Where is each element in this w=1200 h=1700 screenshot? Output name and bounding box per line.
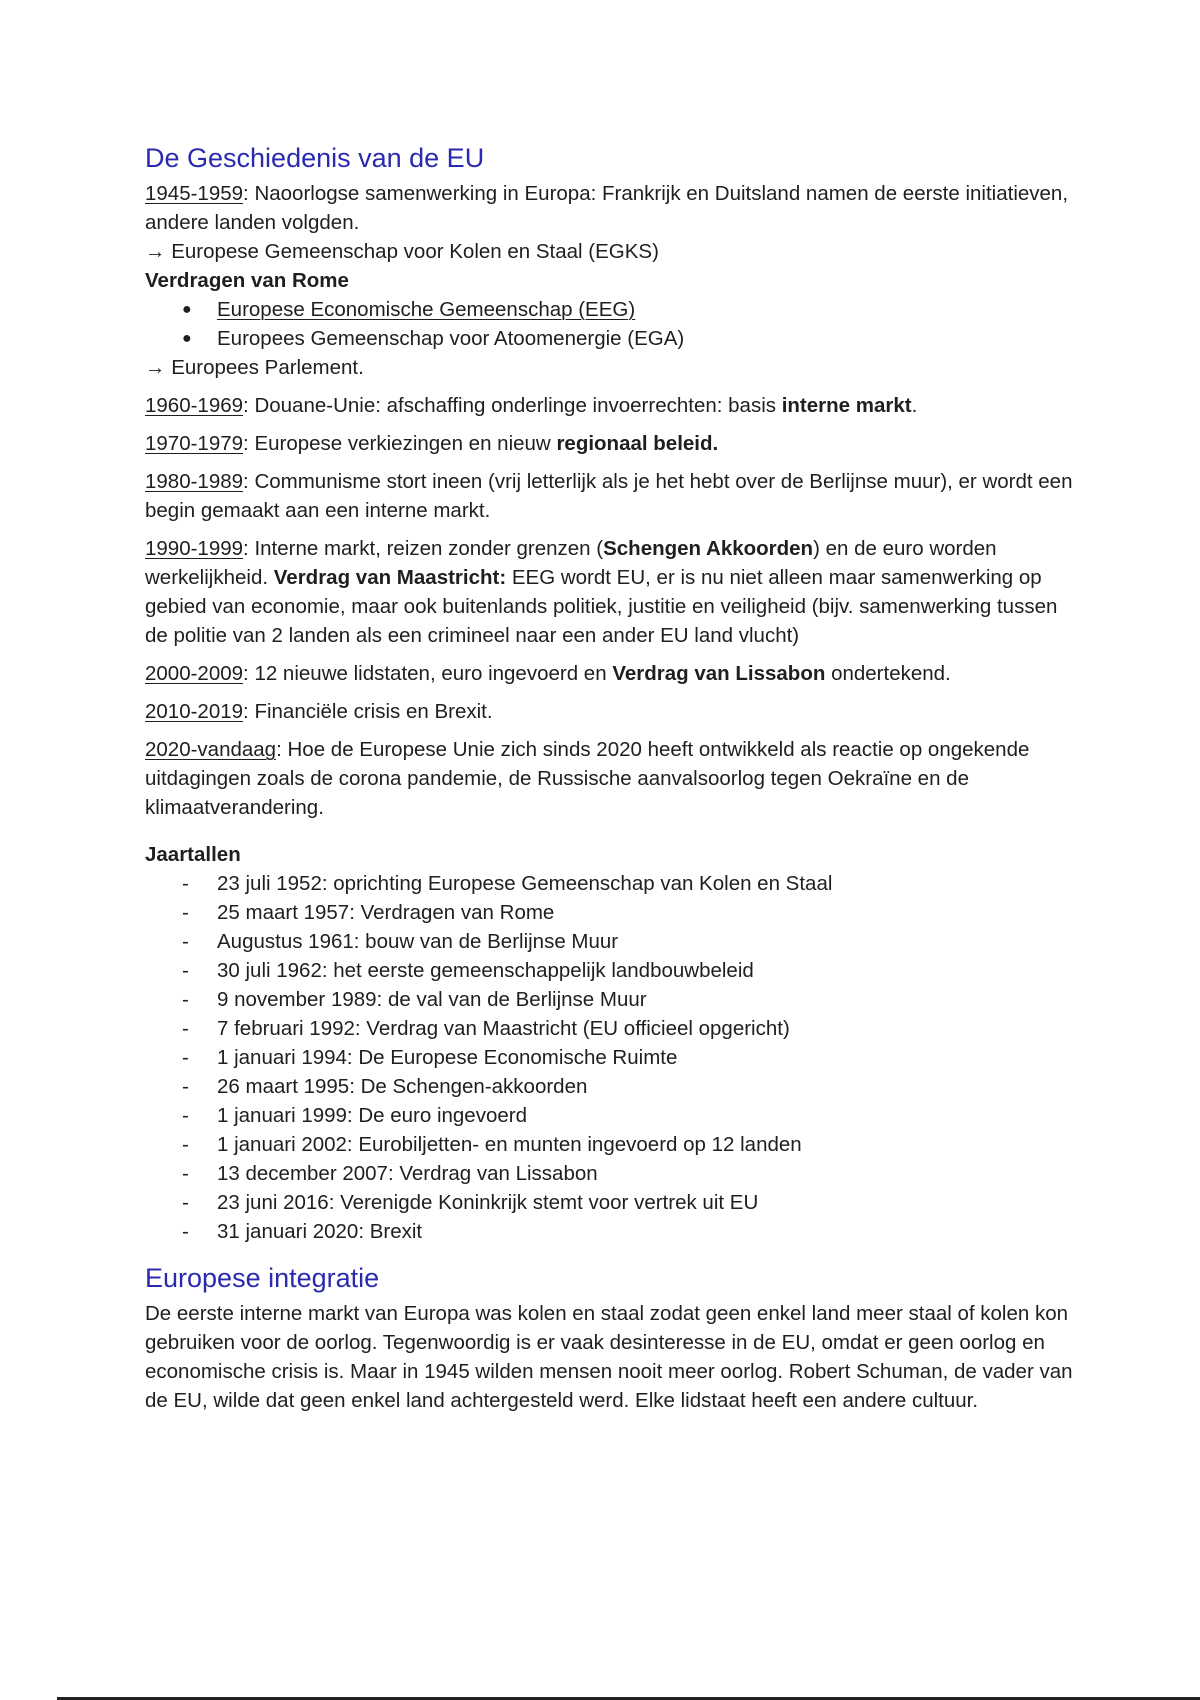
list-item-text: Augustus 1961: bouw van de Berlijnse Muur bbox=[217, 930, 619, 953]
rome-list bbox=[145, 295, 1075, 353]
list-item bbox=[182, 1217, 1075, 1246]
list-item bbox=[182, 898, 1075, 927]
jaartallen-heading bbox=[145, 840, 1075, 869]
list-item-text: 26 maart 1995: De Schengen-akkoorden bbox=[217, 1075, 588, 1098]
list-item bbox=[182, 1159, 1075, 1188]
dash-bullet: - bbox=[182, 959, 189, 982]
list-item bbox=[182, 1130, 1075, 1159]
paragraph-text: : Communisme stort ineen (vrij letterlijk als je het hebt over de Berlijnse muur), er wordt een begin gemaakt aan een interne markt. bbox=[145, 470, 1073, 522]
rome-heading-text: Verdragen van Rome bbox=[145, 269, 349, 292]
dash-bullet: - bbox=[182, 1191, 189, 1214]
dash-bullet: - bbox=[182, 1075, 189, 1098]
list-item bbox=[182, 927, 1075, 956]
list-item-text: Europees Gemeenschap voor Atoomenergie (EGA) bbox=[217, 327, 685, 350]
section-title-geschiedenis: De Geschiedenis van de EU bbox=[145, 143, 485, 173]
dash-bullet: - bbox=[182, 988, 189, 1011]
paragraph-2010-2019 bbox=[145, 697, 1075, 726]
paragraph-text: : 12 nieuwe lidstaten, euro ingevoerd en bbox=[243, 662, 613, 685]
paragraph-text: : Europese verkiezingen en nieuw bbox=[243, 432, 557, 455]
dash-bullet: - bbox=[182, 1017, 189, 1040]
document-page bbox=[145, 140, 1075, 1415]
list-item-text: 7 februari 1992: Verdrag van Maastricht (EU officieel opgericht) bbox=[217, 1017, 790, 1040]
spacer bbox=[145, 822, 1075, 840]
list-item-text: 13 december 2007: Verdrag van Lissabon bbox=[217, 1162, 598, 1185]
list-item-text: 23 juni 2016: Verenigde Koninkrijk stemt voor vertrek uit EU bbox=[217, 1191, 759, 1214]
bold-term: regionaal beleid. bbox=[556, 432, 719, 455]
list-item-text: 31 januari 2020: Brexit bbox=[217, 1220, 423, 1243]
paragraph-2020-vandaag bbox=[145, 735, 1075, 822]
bold-term: Verdrag van Lissabon bbox=[612, 662, 826, 685]
paragraph-text: ondertekend. bbox=[825, 662, 951, 685]
period-label: 2010-2019 bbox=[145, 700, 244, 723]
period-label: 2020-vandaag bbox=[145, 738, 277, 761]
paragraph-text: . bbox=[911, 394, 918, 417]
paragraph-1945-1959 bbox=[145, 179, 1075, 237]
list-item bbox=[182, 1188, 1075, 1217]
bullet-dot: ● bbox=[182, 330, 192, 347]
period-label: 1970-1979 bbox=[145, 432, 244, 455]
dash-bullet: - bbox=[182, 1104, 189, 1127]
list-item bbox=[182, 985, 1075, 1014]
dash-bullet: - bbox=[182, 901, 189, 924]
list-item bbox=[182, 295, 1075, 324]
paragraph-integratie: De eerste interne markt van Europa was kolen en staal zodat geen enkel land meer staal of kolen kon gebruiken voor de oorlog. Tegenwoordig is er vaak desinteresse in de EU, omdat er geen oorlog en economische crisis is. Maar in 1945 wilden mensen nooit meer oorlog. Robert Schuman, de vader van de EU, wilde dat geen enkel land achtergesteld werd. Elke lidstaat heeft een andere cultuur. bbox=[145, 1302, 1073, 1412]
paragraph-1990-1999 bbox=[145, 534, 1075, 650]
list-item bbox=[182, 869, 1075, 898]
list-item-text: 30 juli 1962: het eerste gemeenschappelijk landbouwbeleid bbox=[217, 959, 754, 982]
arrow-line-parlement: → Europees Parlement. bbox=[145, 356, 364, 379]
paragraph-text: : Naoorlogse samenwerking in Europa: Frankrijk en Duitsland namen de eerste initiatieven, andere landen volgden. bbox=[145, 182, 1069, 234]
paragraph-1970-1979 bbox=[145, 429, 1075, 458]
bold-term: Verdrag van Maastricht: bbox=[273, 566, 507, 589]
jaartallen-heading-text: Jaartallen bbox=[145, 843, 241, 866]
paragraph-text: : Interne markt, reizen zonder grenzen ( bbox=[243, 537, 604, 560]
bold-term: Schengen Akkoorden bbox=[603, 537, 814, 560]
period-label: 1980-1989 bbox=[145, 470, 244, 493]
dash-bullet: - bbox=[182, 872, 189, 895]
list-item bbox=[182, 1043, 1075, 1072]
list-item bbox=[182, 1014, 1075, 1043]
list-item-text: Europese Economische Gemeenschap (EEG) bbox=[217, 298, 636, 321]
list-item-text: 23 juli 1952: oprichting Europese Gemeenschap van Kolen en Staal bbox=[217, 872, 833, 895]
list-item-text: 1 januari 1999: De euro ingevoerd bbox=[217, 1104, 527, 1127]
bold-term: interne markt bbox=[781, 394, 912, 417]
paragraph-text: : Hoe de Europese Unie zich sinds 2020 heeft ontwikkeld als reactie op ongekende uitdagingen zoals de corona pandemie, de Russische aanvalsoorlog tegen Oekraïne en de klimaatverandering. bbox=[145, 738, 1030, 819]
list-item-text: 9 november 1989: de val van de Berlijnse Muur bbox=[217, 988, 647, 1011]
section-title-integratie: Europese integratie bbox=[145, 1263, 380, 1293]
arrow-line-egks: → Europese Gemeenschap voor Kolen en Staal (EGKS) bbox=[145, 240, 659, 263]
rome-heading bbox=[145, 266, 1075, 295]
list-item-text: 1 januari 1994: De Europese Economische Ruimte bbox=[217, 1046, 678, 1069]
bullet-dot: ● bbox=[182, 301, 192, 318]
list-item bbox=[182, 1101, 1075, 1130]
paragraph-text: : Douane-Unie: afschaffing onderlinge invoerrechten: basis bbox=[243, 394, 782, 417]
list-item bbox=[182, 324, 1075, 353]
dash-bullet: - bbox=[182, 930, 189, 953]
paragraph-text: EEG wordt EU, er is nu niet alleen maar samenwerking op gebied van economie, maar ook buitenlands politiek, justitie en veiligheid (bijv. samenwerking tussen de politie van 2 landen als een crimineel naar een ander EU land vlucht) bbox=[145, 566, 1058, 647]
list-item bbox=[182, 1072, 1075, 1101]
period-label: 1960-1969 bbox=[145, 394, 244, 417]
period-label: 1990-1999 bbox=[145, 537, 244, 560]
paragraph-1980-1989 bbox=[145, 467, 1075, 525]
list-item-text: 1 januari 2002: Eurobiljetten- en munten ingevoerd op 12 landen bbox=[217, 1133, 802, 1156]
paragraph-1960-1969 bbox=[145, 391, 1075, 420]
dash-bullet: - bbox=[182, 1220, 189, 1243]
period-label: 1945-1959 bbox=[145, 182, 244, 205]
dash-bullet: - bbox=[182, 1133, 189, 1156]
period-label: 2000-2009 bbox=[145, 662, 244, 685]
paragraph-text: : Financiële crisis en Brexit. bbox=[243, 700, 493, 723]
list-item-text: 25 maart 1957: Verdragen van Rome bbox=[217, 901, 555, 924]
paragraph-2000-2009 bbox=[145, 659, 1075, 688]
jaartallen-list bbox=[145, 869, 1075, 1246]
dash-bullet: - bbox=[182, 1046, 189, 1069]
paragraph-text: ) en de euro worden werkelijkheid. bbox=[145, 537, 997, 589]
list-item bbox=[182, 956, 1075, 985]
dash-bullet: - bbox=[182, 1162, 189, 1185]
